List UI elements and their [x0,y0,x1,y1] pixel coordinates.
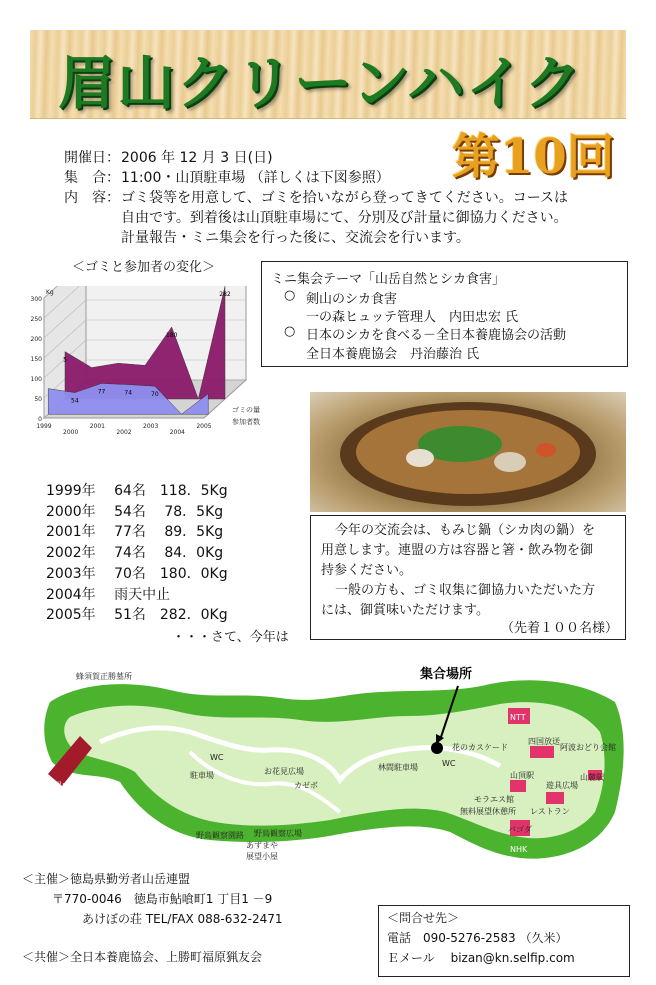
chart-x-tick-label: 2003 [143,423,159,430]
speaker-1: 一の森ヒュッテ管理人 内田忠宏 氏 [306,310,519,325]
chart-x-tick-label: 2005 [196,423,212,430]
map-label: カゼボ [294,781,318,790]
lead-text: ・・・さて、今年は [172,630,289,645]
date-value: 2006 年 12 月 3 日(日) [121,150,273,166]
party-text-line: には、御賞味いただけます。 [321,603,489,618]
host-address: 〒770-0046 徳島市鮎喰町1 丁目1 －9 [52,892,273,906]
stat-row: 2000年 54名 78．5Kg [46,503,224,520]
chart-y-tick-label: 50 [34,396,42,403]
bullet-icon: ○ [284,324,296,339]
chart-y-tick-label: 250 [30,316,42,323]
hotpot-photo-graphic [310,392,626,512]
map-label: 遊具広場 [546,781,578,790]
chart-legend-label: ゴミの量 [232,406,260,414]
yearly-stats [46,481,228,626]
chart-x-tick-label: 2000 [63,429,79,436]
content-line: 計量報告・ミニ集会を行った後に、交流会を行います。 [121,230,470,246]
stat-row: 2002年 74名 84．0Kg [46,545,224,562]
map-label: レストラン [530,807,570,816]
chart-data-label: 180 [165,332,178,339]
page-title: 眉山クリーンハイク [58,49,583,117]
date-label: 開催日： [64,150,120,166]
bullet-icon: ○ [284,288,296,303]
chart-y-tick-label: 0 [38,416,42,423]
edition-number: 第10回 [452,129,615,185]
host-line: ＜主催＞徳島県勤労者山岳連盟 [22,872,191,886]
stat-row: 2003年 70名 180．0Kg [46,565,228,582]
meeting-point-icon [431,742,443,754]
meet-value: 11:00・山頂駐車場 （詳しくは下図参照） [121,170,390,186]
map-label: 無料展望休憩所 [460,807,516,816]
party-text-line: 今年の交流会は、もみじ鍋（シカ肉の鍋）を [335,523,596,538]
party-box [310,515,626,640]
contact-phone: 電話 090-5276-2583 （久米） [387,931,568,945]
stat-row: 2005年 51名 282．0Kg [46,607,228,624]
map-label: 林間駐車場 [378,763,418,772]
party-note: （先着１００名様） [501,621,619,636]
mini-meeting-title: ミニ集会テーマ「山岳自然とシカ食害」 [271,272,506,287]
host-office: あけぼの荘 TEL/FAX 088-632-2471 [82,912,283,926]
map-label: 山頂駅 [510,771,534,780]
map-label: 阿波おどり会館 [560,743,616,752]
chart-x-tick-label: 2004 [169,429,185,436]
stat-row: 1999年 64名 118．5Kg [46,483,228,499]
chart-data-label: 5 [63,356,67,364]
co-host-line: ＜共催＞全日本養鹿協会、上勝町福原猟友会 [22,950,263,964]
map-label: 山麓駅 [580,773,604,782]
chart-data-label: 54 [71,397,79,405]
map-label: NHK [510,845,528,854]
map-label: パゴダ [508,825,532,834]
speaker-2: 全日本養鹿協会 丹治藤治 氏 [306,347,480,362]
chart-y-tick-label: 300 [30,296,42,303]
map-label: 四国放送 [528,737,560,746]
map-label: モラエス館 [474,795,514,804]
content-label: 内 容： [64,190,120,206]
contact-heading: ＜問合せ先＞ [387,911,460,925]
map-building [546,792,564,804]
chart-title: ＜ゴミと参加者の変化＞ [72,260,216,275]
map-label: 眉山学習センター [54,781,118,790]
chart-data-label: 74 [124,389,133,397]
map-label: 駐車場 [190,771,214,780]
trend-chart [30,286,275,466]
map-label: 野鳥観察広場 [254,829,302,838]
content-line: 自由です。到着後は山頂駐車場にて、分別及び計量に御協力ください。 [121,210,568,226]
chart-x-tick-label: 2001 [89,423,105,430]
party-text-line: 持参ください。 [321,563,413,578]
map-label: WC [210,753,224,762]
meet-label: 集 合： [64,170,120,186]
hotpot-photo [310,392,626,512]
chart-data-label: 282 [219,291,231,299]
chart-x-tick-label: 1999 [36,423,52,430]
map-label: 展望小屋 [246,852,278,861]
map-label: NTT [510,713,526,722]
chart-y-tick-label: 100 [30,376,42,383]
map-building [510,780,526,792]
map-building [530,746,554,758]
topic-1: 剣山のシカ食害 [306,292,398,307]
event-info [64,149,644,249]
map-label: あずまや [246,841,278,850]
meeting-point-label: 集合場所 [420,667,473,682]
site-map [40,662,630,864]
stat-row: 2004年 雨天中止 [46,586,171,603]
map-label: お花見広場 [264,767,304,776]
map-label: WC [442,759,456,768]
map-label: 野鳥観察園路 [196,831,244,840]
map-label: 花のカスケード [452,743,508,752]
chart-y-tick-label: 200 [30,336,42,343]
contact-box [378,905,630,977]
contact-email: Ｅメール bizan@kn.selfip.com [387,951,575,965]
chart-x-tick-label: 2002 [116,429,132,436]
mini-meeting-box [261,261,628,367]
stat-row: 2001年 77名 89．5Kg [46,524,224,541]
topic-2: 日本のシカを食べる－全日本養鹿協会の活動 [306,328,567,343]
content-line: ゴミ袋等を用意して、ゴミを拾いながら登ってきてください。コースは [121,190,569,206]
chart-data-label: 70 [151,391,159,399]
party-text-line: 用意します。連盟の方は容器と箸・飲み物を御 [321,543,593,558]
chart-y-tick-label: 150 [30,356,42,363]
party-text-line: 一般の方も、ゴミ収集に御協力いただいた方 [335,583,596,598]
map-label: 蜂須賀正勝墓所 [76,672,132,681]
chart-data-label: 77 [97,388,106,396]
chart-y-axis-label: Kg [46,289,54,296]
chart-legend-label: 参加者数 [232,418,260,426]
